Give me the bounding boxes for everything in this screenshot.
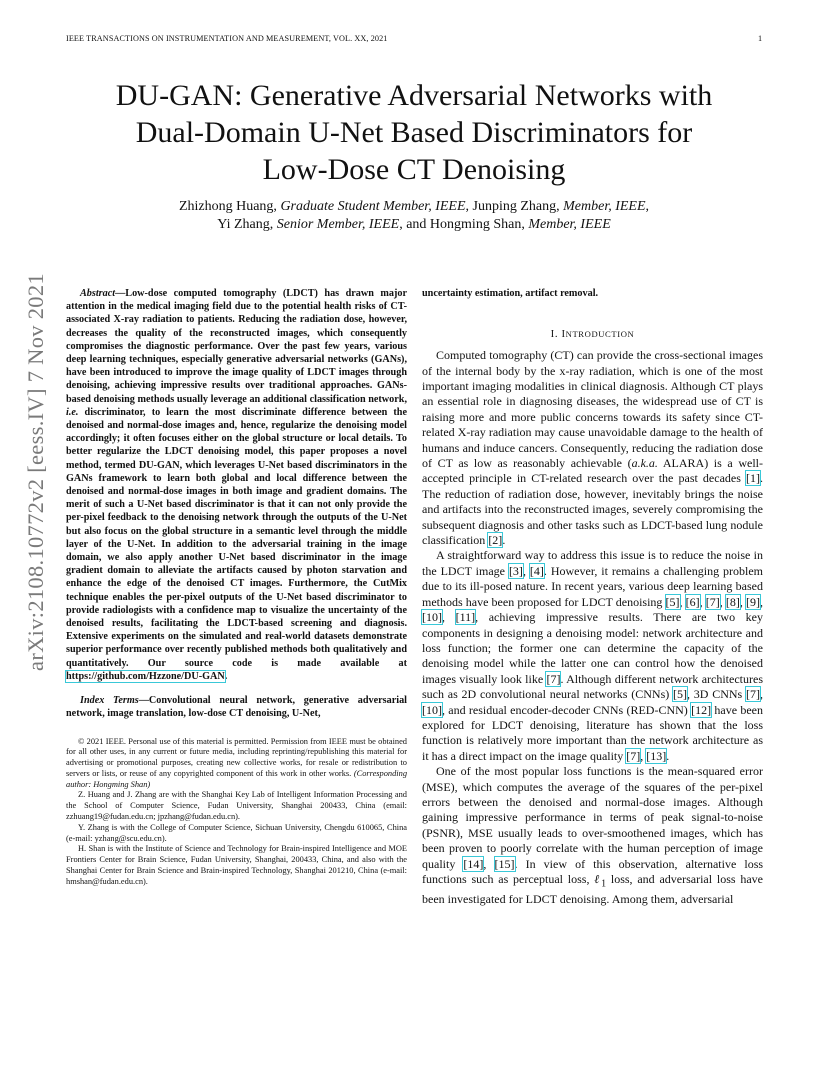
source-code-link[interactable]: https://github.com/Hzzone/DU-GAN xyxy=(66,670,225,682)
footnote-affiliation-yzhang: Y. Zhang is with the College of Computer Science, Sichuan University, Chengdu 610065, China (e-mail: yzhang@scu.edu.cn). xyxy=(66,822,407,843)
citation-link[interactable]: [12] xyxy=(691,702,712,717)
citation-link[interactable]: [4] xyxy=(529,563,544,578)
citation-link[interactable]: [8] xyxy=(725,594,740,609)
authors-line-2: Yi Zhang, Senior Member, IEEE, and Hongming Shan, Member, IEEE xyxy=(217,217,611,232)
arxiv-sidebar xyxy=(0,0,60,1072)
footnote-affiliation-huang-zhang: Z. Huang and J. Zhang are with the Shanghai Key Lab of Intelligent Information Processing and the School of Computer Science, Fudan University, Shanghai 200433, China (email: zzhuang19@fudan.edu.cn; jpzhang@fudan.edu.cn). xyxy=(66,790,407,822)
left-column xyxy=(66,287,407,888)
running-header-journal: IEEE TRANSACTIONS ON INSTRUMENTATION AND MEASUREMENT, VOL. XX, 2021 xyxy=(66,34,388,43)
citation-link[interactable]: [2] xyxy=(488,533,503,548)
abstract-label: Abstract xyxy=(80,288,116,299)
authors-line-1: Zhizhong Huang, Graduate Student Member, IEEE, Junping Zhang, Member, IEEE, xyxy=(178,199,650,214)
footnotes xyxy=(66,737,407,888)
citation-link[interactable]: [7] xyxy=(746,687,760,702)
page-number: 1 xyxy=(758,34,763,43)
citation-link[interactable]: [7] xyxy=(705,594,720,609)
index-terms: Index Terms—Convolutional neural network, generative adversarial network, image translation, low-dose CT denoising, U-Net, xyxy=(66,695,407,720)
citation-link[interactable]: [7] xyxy=(546,671,561,686)
citation-link[interactable]: [6] xyxy=(685,594,700,609)
abstract: Abstract—Low-dose computed tomography (LDCT) has drawn major attention in the medical imaging field due to the potential health risks of CT-associated X-ray radiation to patients. Reducing the radiation dose, however, decreases the quality of the reconstructed images, which consequently compromises the diagnostic performance. Over the past few years, various deep learning techniques, especially generative adversarial networks (GANs), have been introduced to improve the image quality of LDCT images through denoising, achieving impressive results over traditional approaches. GANs-based denoising methods usually leverage an additional classification network, i.e. discriminator, to learn the most discriminate difference between the denoised and normal-dose images and, hence, regularize the denoising model accordingly; it often focuses either on the global structure or local details. To better regularize the LDCT denoising model, this paper proposes a novel method, termed DU-GAN, which leverages U-Net based discriminators in the GANs framework to learn both global and local difference between the denoised and normal-dose images in both image and gradient domains. The merit of such a U-Net based discriminator is that it can not only provide the per-pixel feedback to the denoising network through the outputs of the U-Net but also focus on the global structure in a semantic level through the middle layer of the U-Net. In addition to the adversarial training in the image domain, we also apply another U-Net based discriminator in the image gradient domain to alleviate the artifacts caused by photon starvation and enhance the edge of the denoised CT images. Furthermore, the CutMix technique enables the per-pixel outputs of the U-Net based discriminator to provide radiologists with a confidence map to visualize the uncertainty of the denoised results, facilitating the LDCT-based screening and diagnosis. Extensive experiments on the simulated and real-world datasets demonstrate superior performance over recently published methods both qualitatively and quantitatively. Our source code is made available at https://github.com/Hzzone/DU-GAN. xyxy=(66,288,407,682)
citation-link[interactable]: [13] xyxy=(646,748,667,763)
citation-link[interactable]: [11] xyxy=(455,610,476,625)
citation-link[interactable]: [1] xyxy=(746,471,760,486)
footnote-affiliation-shan: H. Shan is with the Institute of Science and Technology for Brain-inspired Intelligence and MOE Frontiers Center for Brain Science, Fudan University, Shanghai, 200433, China, and also with the Shanghai Center for Brain Science and Brain-inspired Technology, Shanghai 201210, China (e-mail: hmshan@fudan.edu.cn). xyxy=(66,844,407,886)
citation-link[interactable]: [7] xyxy=(626,748,641,763)
citation-link[interactable]: [10] xyxy=(422,702,442,717)
copyright-notice: © 2021 IEEE. Personal use of this material is permitted. Permission from IEEE must be obtained for all other uses, in any current or future media, including reprinting/republishing this material for advertising or promotional purposes, creating new collective works, for resale or redistribution to servers or lists, or reuse of any copyrighted component of this work in other works. (Corresponding author: Hongming Shan) xyxy=(66,736,408,789)
citation-link[interactable]: [9] xyxy=(746,594,761,609)
citation-link[interactable]: [14] xyxy=(463,856,484,871)
title-line-1: DU-GAN: Generative Adversarial Networks with xyxy=(115,79,713,112)
index-terms-label: Index Terms xyxy=(80,695,139,707)
paper-title xyxy=(66,77,762,188)
section-heading-introduction: I. INTRODUCTION xyxy=(550,328,635,341)
l1-symbol: ℓ xyxy=(594,872,602,887)
title-line-2: Dual-Domain U-Net Based Discriminators for xyxy=(135,116,693,149)
arxiv-identifier: arXiv:2108.10772v2 [eess.IV] 7 Nov 2021 xyxy=(23,273,48,671)
citation-link[interactable]: [10] xyxy=(422,610,442,625)
intro-paragraph-3: One of the most popular loss functions is the mean-squared error (MSE), which computes the average of the squares of the per-pixel errors between the denoised and normal-dose images. Although gaining impressive performance in terms of peak signal-to-noise (PSNR), MSE usually leads to over-smoothened images, which has been proven to poorly correlate with the human perception of image quality [14], [15]. In view of this observation, alternative loss functions such as perceptual loss, ℓ$_1$ loss, and adversarial loss have been investigated for LDCT denoising. Among them, adversarial xyxy=(422,764,764,906)
index-terms-continued: uncertainty estimation, artifact removal. xyxy=(422,288,599,299)
intro-paragraph-2: A straightforward way to address this issue is to reduce the noise in the LDCT image [3], [4]. However, it remains a challenging problem due to its ill-posed nature. In recent years, various deep learning based methods have been proposed for LDCT denoising [5], [6], [7], [8], [9], [10], [11], achieving impressive results. There are two key components in designing a denoising model: network architecture and loss function; the former one can determine the capacity of the denoising model while the latter one can control how the denoised images visually look like [7]. Although different network architectures such as 2D convolutional neural networks (CNNs) [5], 3D CNNs [7], [10], and residual encoder-decoder CNNs (RED-CNN) [12] have been explored for LDCT denoising, literature has shown that the loss function is relatively more important than the network architecture as it has a direct impact on the image quality [7], [13]. xyxy=(422,548,764,763)
citation-link[interactable]: [15] xyxy=(494,856,515,871)
title-line-3: Low-Dose CT Denoising xyxy=(262,153,566,186)
citation-link[interactable]: [5] xyxy=(673,687,688,702)
author-list xyxy=(66,198,762,234)
intro-paragraph-1: Computed tomography (CT) can provide the cross-sectional images of the internal body by the x-ray radiation, which is one of the most important imaging modalities in clinical diagnosis. Although CT plays an essential role in diagnosing diseases, the widespread use of CT is raising more and more public concerns towards its safety since CT-related X-ray radiation may cause unavoidable damage to the health of humans and induce cancers. Consequently, reducing the radiation dose of CT as low as reasonably achievable (a.k.a. ALARA) is a well-accepted principle in CT-related research over the past decades [1]. The reduction of radiation dose, however, inevitably brings the noise and artifacts into the reconstructed images, severely compromising the subsequent diagnosis and other tasks such as LDCT-based lung nodule classification [2]. xyxy=(422,348,763,548)
right-column xyxy=(422,287,763,907)
citation-link[interactable]: [3] xyxy=(508,563,523,578)
citation-link[interactable]: [5] xyxy=(665,594,680,609)
